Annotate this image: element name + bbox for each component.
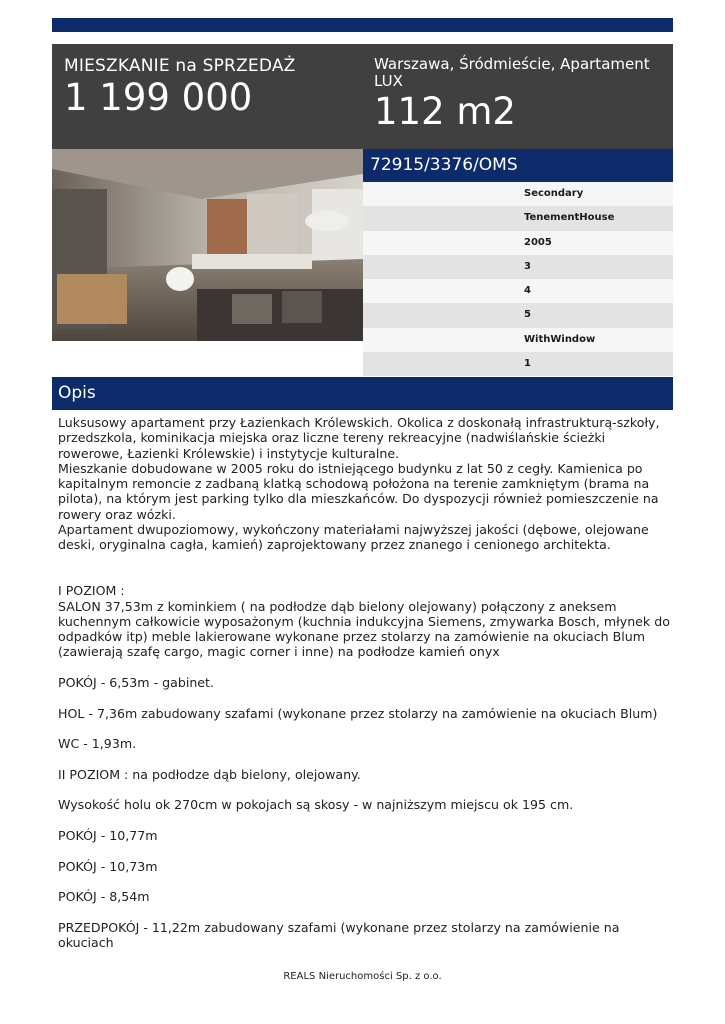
description-body xyxy=(58,415,670,950)
detail-row: 1 xyxy=(363,352,673,376)
description-paragraph: Mieszkanie dobudowane w 2005 roku do istniejącego budynku z lat 50 z cegły. Kamienica po kapitalnym remoncie z zadbaną klatką schodową położona na terenie zamkniętym (brama na pilota), na którym jest parking tylko dla mieszkańców. Do dyspozycji również pomieszczenie na rowery oraz wózki. xyxy=(58,460,659,522)
detail-row: Secondary xyxy=(363,182,673,206)
area: 112 m2 xyxy=(374,90,516,133)
detail-row: 3 xyxy=(363,255,673,279)
details-table xyxy=(363,182,673,376)
price: 1 199 000 xyxy=(64,76,253,119)
offer-type: MIESZKANIE na SPRZEDAŻ xyxy=(64,56,296,76)
room-line: PRZEDPOKÓJ - 11,22m zabudowany szafami (wykonane przez stolarzy na zamówienie na okuciach xyxy=(58,919,620,951)
footer-company: REALS Nieruchomości Sp. z o.o. xyxy=(283,971,442,982)
room-line: POKÓJ - 10,77m xyxy=(58,828,158,844)
description-paragraph: Apartament dwupoziomowy, wykończony materiałami najwyższej jakości (dębowe, olejowane deski, oryginalna cagła, kamień) zaprojektowany przez znanego i cenionego architekta. xyxy=(58,522,649,553)
apartment-photo-image xyxy=(52,149,363,341)
header-right xyxy=(374,56,664,132)
top-accent-bar xyxy=(52,18,673,32)
description-heading: Opis xyxy=(52,377,673,410)
listing-header xyxy=(52,44,673,149)
room-line: POKÓJ - 8,54m xyxy=(58,889,150,905)
level-2-line: II POZIOM : na podłodze dąb bielony, olejowany. xyxy=(58,766,361,782)
description-paragraph: Luksusowy apartament przy Łazienkach Królewskich. Okolica z doskonałą infrastrukturą-szkoły, przedszkola, kominikacja miejska oraz liczne tereny rekreacyjne (nadwiślańskie ścieżki rowerowe, Łazienki Królewskie) i instytycje kulturalne. xyxy=(58,415,660,461)
room-line: HOL - 7,36m zabudowany szafami (wykonane przez stolarzy na zamówienie na okuciach Blum) xyxy=(58,705,658,721)
apartment-photo xyxy=(52,149,363,341)
reference-number: 72915/3376/OMS xyxy=(363,149,673,182)
room-line: Wysokość holu ok 270cm w pokojach są skosy - w najniższym miejscu ok 195 cm. xyxy=(58,797,574,813)
detail-row: TenementHouse xyxy=(363,206,673,230)
level-1-title: I POZIOM : xyxy=(58,583,125,599)
detail-row: 5 xyxy=(363,303,673,327)
detail-row: 4 xyxy=(363,279,673,303)
location: Warszawa, Śródmieście, Apartament LUX xyxy=(374,55,650,90)
detail-row: 2005 xyxy=(363,231,673,255)
salon-description: SALON 37,53m z kominkiem ( na podłodze dąb bielony olejowany) połączony z aneksem kuchennym całkowicie wyposażonym (kuchnia indukcyjna Siemens, zmywarka Bosch, młynek do odpadków itp) meble lakierowane wykonane przez stolarzy na zamówienie na okuciach Blum (zawierają szafę cargo, magic corner i inne) na podłodze kamień onyx xyxy=(58,598,670,660)
room-line: WC - 1,93m. xyxy=(58,736,137,752)
room-line: POKÓJ - 6,53m - gabinet. xyxy=(58,675,214,691)
detail-row: WithWindow xyxy=(363,328,673,352)
room-line: POKÓJ - 10,73m xyxy=(58,858,158,874)
header-left xyxy=(64,56,354,118)
